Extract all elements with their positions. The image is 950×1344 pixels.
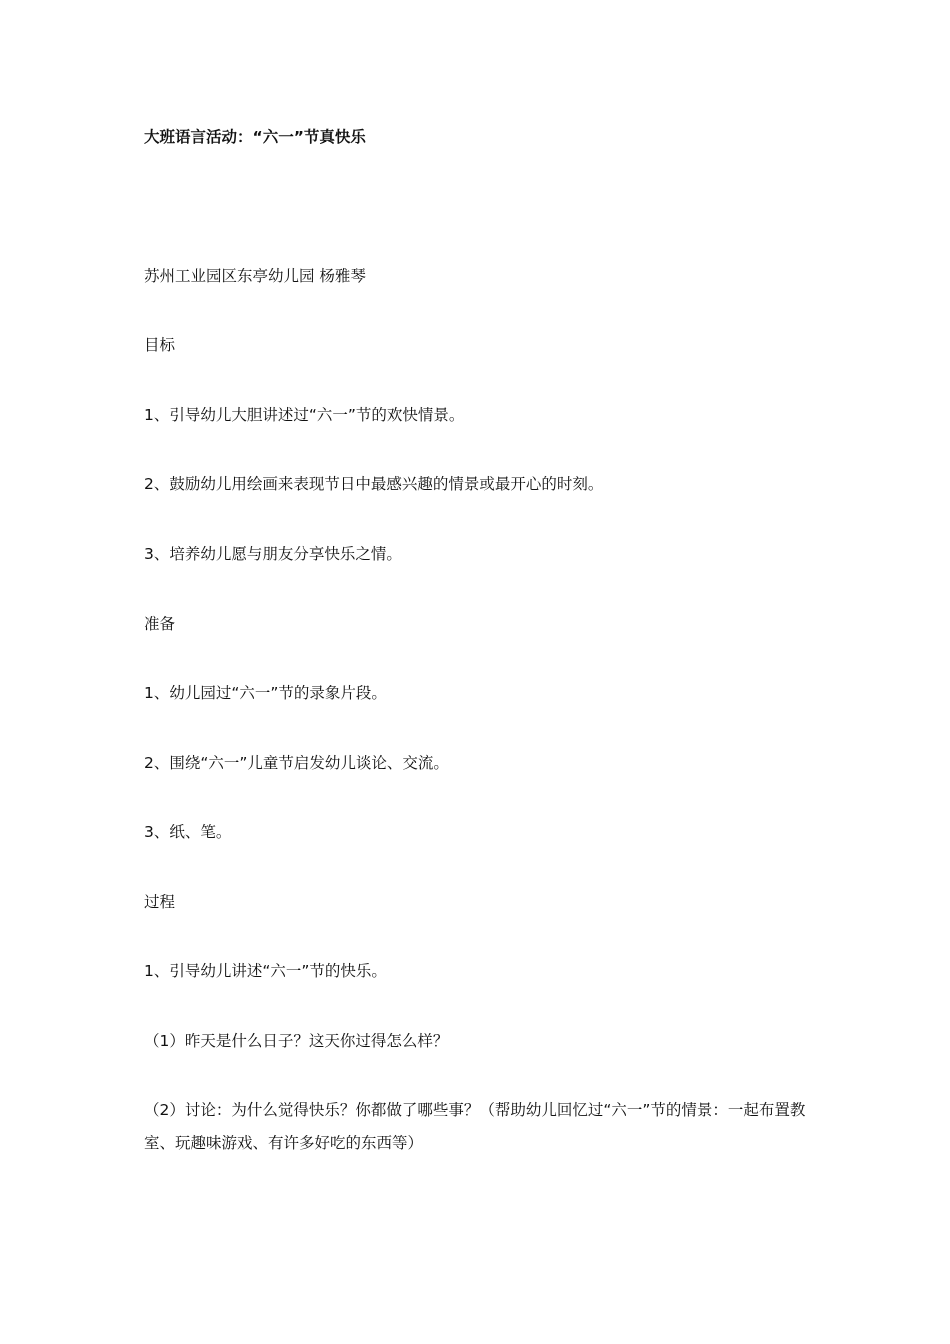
prep-item: 2、围绕“六一”儿童节启发幼儿谈论、交流。: [144, 754, 449, 772]
process-item: 1、引导幼儿讲述“六一”节的快乐。: [144, 962, 387, 980]
process-heading: 过程: [144, 893, 176, 911]
goals-heading: 目标: [144, 336, 176, 354]
goal-item: 3、培养幼儿愿与朋友分享快乐之情。: [144, 545, 402, 563]
goal-item: 2、鼓励幼儿用绘画来表现节日中最感兴趣的情景或最开心的时刻。: [144, 475, 604, 493]
document-title: 大班语言活动：“六一”节真快乐: [144, 128, 366, 146]
prep-item: 3、纸、笔。: [144, 823, 232, 841]
author-line: 苏州工业园区东亭幼儿园 杨雅琴: [144, 267, 366, 285]
process-item: （2）讨论：为什么觉得快乐？你都做了哪些事？（帮助幼儿回忆过“六一”节的情景：一起布置教室、玩趣味游戏、有许多好吃的东西等）: [144, 1101, 806, 1152]
process-item: （1）昨天是什么日子？这天你过得怎么样？: [144, 1032, 449, 1050]
prep-heading: 准备: [144, 615, 176, 633]
prep-item: 1、幼儿园过“六一”节的录象片段。: [144, 684, 387, 702]
goal-item: 1、引导幼儿大胆讲述过“六一”节的欢快情景。: [144, 406, 465, 424]
